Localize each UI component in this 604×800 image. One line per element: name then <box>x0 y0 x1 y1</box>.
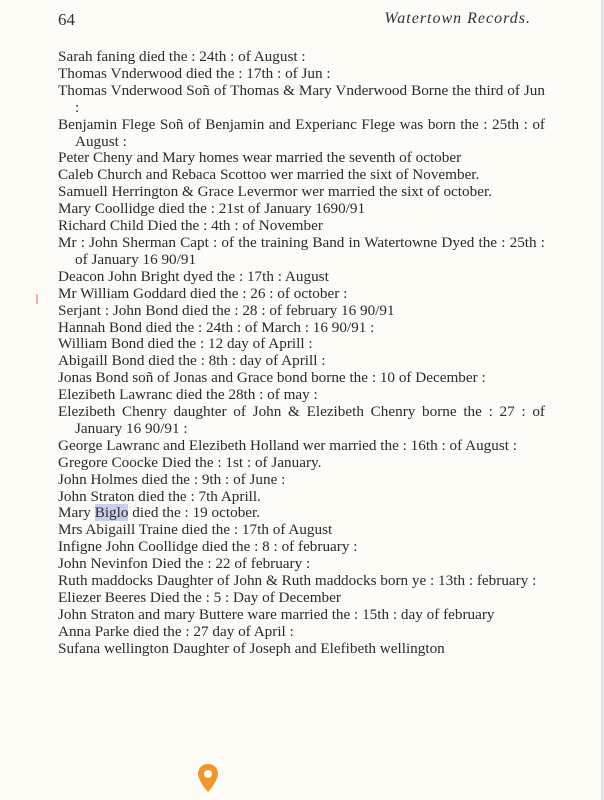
record-entry: Samuell Herrington & Grace Levermor wer married the sixt of october. <box>58 183 492 201</box>
page-header <box>58 10 531 32</box>
record-entries <box>58 49 545 658</box>
record-entry: Eliezer Beeres Died the : 5 : Day of December <box>58 589 341 606</box>
record-entry: Ruth maddocks Daughter of John & Ruth maddocks born ye : 13th : february : <box>58 572 537 590</box>
record-entry: Thomas Vnderwood Soñ of Thomas & Mary Vnderwood Borne the third of Jun : <box>58 81 545 116</box>
record-entry: Mrs Abigaill Traine died the : 17th of August <box>58 521 333 539</box>
record-entry: Sufana wellington Daughter of Joseph and Elefibeth wellington <box>58 639 445 657</box>
record-entry: Richard Child Died the : 4th : of November <box>58 217 323 235</box>
record-entry: John Nevinfon Died the : 22 of february : <box>58 555 311 573</box>
record-entry: Anna Parke died the : 27 day of April : <box>58 622 294 640</box>
record-entry: John Holmes died the : 9th : of June : <box>58 470 286 488</box>
highlighted-word: Biglo <box>94 504 129 522</box>
record-entry: Benjamin Flege Soñ of Benjamin and Experianc Flege was born the : 25th : of August : <box>58 115 545 150</box>
record-entry: William Bond died the : 12 day of Aprill : <box>58 335 313 353</box>
record-entry: Caleb Church and Rebaca Scottoo wer married the sixt of November. <box>58 166 480 184</box>
page-number: 64 <box>58 10 75 29</box>
record-entry: Mary Biglo died the : 19 october. <box>58 504 261 522</box>
record-entry: John Straton died the : 7th Aprill. <box>58 487 261 505</box>
record-entry: Infigne John Coollidge died the : 8 : of february : <box>58 538 358 556</box>
record-entry: Peter Cheny and Mary homes wear married the seventh of october <box>58 149 462 167</box>
record-entry: Mr William Goddard died the : 26 : of october : <box>58 284 348 302</box>
record-entry: Elezibeth Chenry daughter of John & Elezibeth Chenry borne the : 27 : of January 16 90/91 : <box>58 403 545 437</box>
margin-mark <box>36 294 38 304</box>
record-entry: John Straton and mary Buttere ware married the : 15th : day of february <box>58 605 495 623</box>
running-title: Watertown Records. <box>384 10 531 27</box>
record-entry: Abigaill Bond died the : 8th : day of Aprill : <box>58 352 326 370</box>
record-entry: George Lawranc and Elezibeth Holland wer married the : 16th : of August : <box>58 436 517 454</box>
record-entry: Deacon John Bright dyed the : 17th : August <box>58 267 329 285</box>
record-entry: Mary Coollidge died the : 21st of January 1690/91 <box>58 200 366 218</box>
map-pin-icon[interactable] <box>197 763 219 793</box>
record-entry: Elezibeth Lawranc died the 28th : of may : <box>58 386 318 404</box>
record-entry: Hannah Bond died the : 24th : of March : 16 90/91 : <box>58 318 375 336</box>
record-entry: Gregore Coocke Died the : 1st : of January. <box>58 453 322 471</box>
record-entry: Mr : John Sherman Capt : of the training Band in Watertowne Dyed the : 25th : of January 16 90/91 <box>58 233 545 268</box>
record-entry: Sarah faning died the : 24th : of August : <box>58 48 306 65</box>
record-entry: Jonas Bond soñ of Jonas and Grace bond borne the : 10 of December : <box>58 369 486 387</box>
record-entry: Thomas Vnderwood died the : 17th : of Jun : <box>58 64 331 82</box>
record-entry: Serjant : John Bond died the : 28 : of february 16 90/91 <box>58 301 395 319</box>
